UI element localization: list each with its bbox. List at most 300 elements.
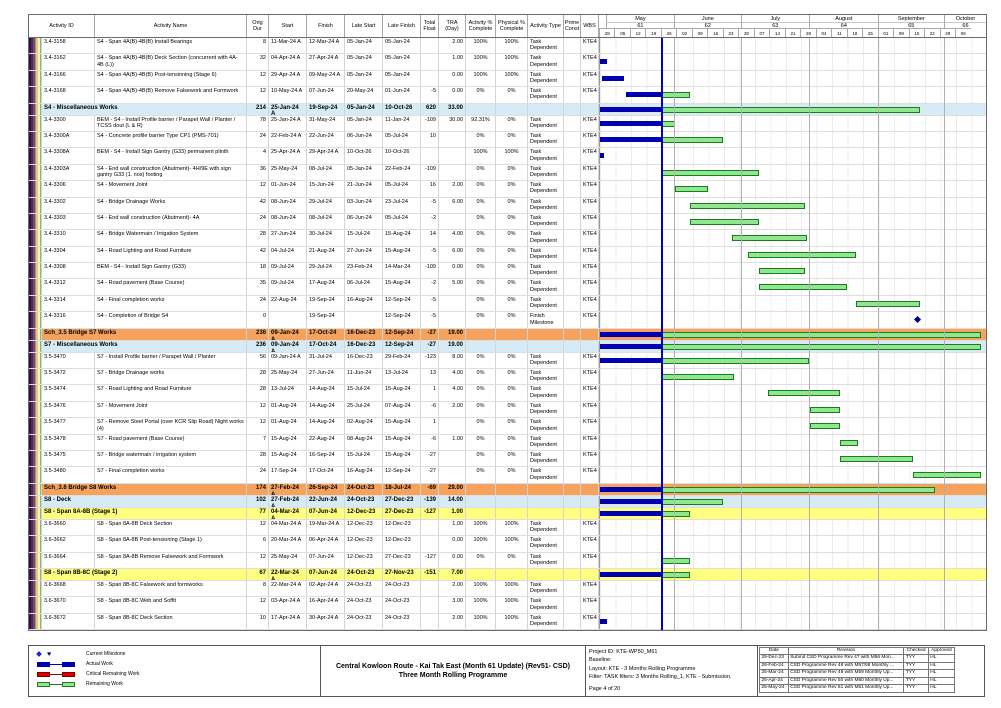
gantt-row-area bbox=[599, 369, 986, 384]
gantt-week-tick: 08 bbox=[893, 28, 908, 37]
cell-fi: 17-Oct-24 bbox=[307, 329, 345, 340]
cell-pp: 0% bbox=[496, 451, 528, 466]
cell-st: 25-Jan-24 A bbox=[269, 116, 307, 131]
cell-activity-id: 3.4-3300 bbox=[42, 116, 95, 131]
cell-ls: 12-Dec-23 bbox=[345, 553, 383, 568]
cell-st: 22-Feb-24 A bbox=[269, 132, 307, 147]
cell-pp: 100% bbox=[496, 38, 528, 53]
cell-ty bbox=[528, 496, 564, 507]
cell-ap: 0% bbox=[466, 435, 496, 450]
cell-activity-id: 3.6-3662 bbox=[42, 536, 95, 551]
cell-tra: 4.00 bbox=[439, 385, 466, 400]
cell-st bbox=[269, 312, 307, 327]
cell-pp: 0% bbox=[496, 312, 528, 327]
legend-label: Critical Remaining Work bbox=[86, 671, 140, 677]
cell-du: 32 bbox=[247, 54, 269, 69]
cell-pr bbox=[564, 181, 581, 196]
cell-du: 236 bbox=[247, 329, 269, 340]
wbs-color-band bbox=[29, 614, 42, 629]
gantt-remaining-bar bbox=[662, 170, 759, 176]
cell-pr bbox=[564, 451, 581, 466]
section-name: S8 - Span 8B-8C (Stage 2) bbox=[42, 569, 247, 580]
activity-row bbox=[29, 597, 986, 613]
cell-st: 27-Feb-24 A bbox=[269, 484, 307, 495]
cell-du: 18 bbox=[247, 263, 269, 278]
cell-fi: 31-May-24 bbox=[307, 116, 345, 131]
cell-fl bbox=[421, 54, 439, 69]
legend-label: Remaining Work bbox=[86, 681, 123, 687]
cell-pr bbox=[564, 116, 581, 131]
revision-cell: TYY bbox=[904, 677, 928, 684]
cell-ty: Task Dependent bbox=[528, 181, 564, 196]
revision-cell: 26-Feb-24 bbox=[760, 662, 789, 669]
cell-fi: 12-Mar-24 A bbox=[307, 38, 345, 53]
cell-lf: 05-Jan-24 bbox=[383, 54, 421, 69]
cell-st: 01-Aug-24 bbox=[269, 418, 307, 433]
cell-st: 04-Mar-24 A bbox=[269, 520, 307, 535]
cell-lf: 05-Jul-24 bbox=[383, 181, 421, 196]
gantt-row-area bbox=[599, 116, 986, 131]
cell-pr bbox=[564, 38, 581, 53]
gantt-week-tick: 09 bbox=[692, 28, 707, 37]
cell-pp bbox=[496, 484, 528, 495]
cell-activity-id: 3.5-3475 bbox=[42, 451, 95, 466]
cell-ty: Task Dependent bbox=[528, 597, 564, 612]
cell-activity-id: 3.5-3477 bbox=[42, 418, 95, 433]
cell-ap: 0% bbox=[466, 279, 496, 294]
gantt-row-area bbox=[599, 597, 986, 612]
cell-lf: 05-Jan-24 bbox=[383, 38, 421, 53]
cell-fi: 14-Aug-24 bbox=[307, 418, 345, 433]
wbs-color-band bbox=[29, 484, 42, 495]
cell-activity-name: S8 - Span 8A-8B Deck Section bbox=[95, 520, 247, 535]
cell-fl: -27 bbox=[421, 467, 439, 482]
cell-pr bbox=[564, 54, 581, 69]
cell-tra: 14.00 bbox=[439, 496, 466, 507]
cell-ls: 05-Jan-24 bbox=[345, 54, 383, 69]
cell-wbs: KTE4 bbox=[581, 132, 599, 147]
wbs-color-band bbox=[29, 520, 42, 535]
cell-fl: 10 bbox=[421, 132, 439, 147]
cell-ty: Task Dependent bbox=[528, 353, 564, 368]
cell-lf: 18-Jul-24 bbox=[383, 484, 421, 495]
gantt-row-area bbox=[599, 54, 986, 69]
cell-wbs bbox=[581, 484, 599, 495]
cell-activity-name: S8 - Span 8B-8C Falsework and formworks bbox=[95, 581, 247, 596]
cell-lf: 15-Aug-24 bbox=[383, 451, 421, 466]
cell-du: 35 bbox=[247, 279, 269, 294]
legend-label: Current Milestone bbox=[86, 651, 126, 657]
col-header-physical-complete: Physical % Complete bbox=[496, 15, 528, 37]
cell-ap: 0% bbox=[466, 214, 496, 229]
cell-activity-id: 3.4-3308A bbox=[42, 148, 95, 163]
legend-item bbox=[37, 650, 320, 658]
activity-row bbox=[29, 418, 986, 434]
wbs-color-band bbox=[29, 54, 42, 69]
wbs-color-band bbox=[29, 508, 42, 519]
cell-du: 28 bbox=[247, 230, 269, 245]
cell-du: 28 bbox=[247, 369, 269, 384]
cell-du: 12 bbox=[247, 520, 269, 535]
cell-ty: Task Dependent bbox=[528, 279, 564, 294]
revision-block bbox=[758, 646, 984, 696]
cell-pr bbox=[564, 148, 581, 163]
cell-pr bbox=[564, 402, 581, 417]
cell-ap bbox=[466, 341, 496, 352]
cell-pr bbox=[564, 385, 581, 400]
activity-row bbox=[29, 369, 986, 385]
gantt-row-area bbox=[599, 148, 986, 163]
revision-header-cell: Approved bbox=[928, 648, 954, 655]
cell-fl: -127 bbox=[421, 553, 439, 568]
page-number: Page 4 of 20 bbox=[589, 685, 621, 692]
cell-wbs: KTE4 bbox=[581, 353, 599, 368]
cell-lf: 01-Jun-24 bbox=[383, 87, 421, 102]
cell-ls: 12-Dec-23 bbox=[345, 536, 383, 551]
cell-lf: 27-Dec-23 bbox=[383, 496, 421, 507]
wbs-color-band bbox=[29, 597, 42, 612]
cell-ty bbox=[528, 569, 564, 580]
cell-fl: -151 bbox=[421, 569, 439, 580]
cell-ls bbox=[345, 312, 383, 327]
revision-cell: HL bbox=[928, 677, 954, 684]
cell-pp: 0% bbox=[496, 116, 528, 131]
cell-ty: Task Dependent bbox=[528, 165, 564, 180]
cell-ap: 0% bbox=[466, 451, 496, 466]
cell-st: 08-Jun-24 bbox=[269, 214, 307, 229]
cell-wbs: KTE4 bbox=[581, 614, 599, 629]
legend-bar-icon bbox=[37, 682, 50, 687]
cell-fl bbox=[421, 148, 439, 163]
cell-fi: 08-Jul-24 bbox=[307, 165, 345, 180]
revision-cell: TYY bbox=[904, 655, 928, 662]
revision-row bbox=[760, 662, 955, 669]
cell-du: 12 bbox=[247, 181, 269, 196]
cell-pr bbox=[564, 230, 581, 245]
gantt-remaining-bar bbox=[690, 219, 758, 225]
gantt-row-area bbox=[599, 385, 986, 400]
activity-row bbox=[29, 353, 986, 369]
cell-tra: 29.00 bbox=[439, 484, 466, 495]
gantt-row-area bbox=[599, 38, 986, 53]
cell-fl: -5 bbox=[421, 312, 439, 327]
milestone-diamond-icon bbox=[36, 651, 42, 657]
revision-row bbox=[760, 670, 955, 677]
cell-fi: 08-Jul-24 bbox=[307, 214, 345, 229]
section-name: S8 - Span 8A-8B (Stage 1) bbox=[42, 508, 247, 519]
cell-pr bbox=[564, 418, 581, 433]
col-header-activity-complete: Activity % Complete bbox=[466, 15, 496, 37]
gantt-week-tick: 16 bbox=[707, 28, 722, 37]
title-block bbox=[321, 646, 586, 696]
wbs-color-band bbox=[29, 263, 42, 278]
cell-ls: 24-Oct-23 bbox=[345, 597, 383, 612]
cell-fi: 29-Jul-24 bbox=[307, 198, 345, 213]
wbs-color-band bbox=[29, 402, 42, 417]
cell-wbs: KTE4 bbox=[581, 553, 599, 568]
cell-du: 102 bbox=[247, 496, 269, 507]
gantt-row-area bbox=[599, 341, 986, 352]
cell-pp: 0% bbox=[496, 467, 528, 482]
gantt-remaining-bar bbox=[662, 332, 982, 338]
cell-pp: 0% bbox=[496, 435, 528, 450]
gantt-row-area bbox=[599, 353, 986, 368]
wbs-color-band bbox=[29, 116, 42, 131]
cell-fl: -5 bbox=[421, 198, 439, 213]
cell-pr bbox=[564, 467, 581, 482]
activity-row bbox=[29, 198, 986, 214]
col-header-prime-const: Prime Const bbox=[564, 15, 581, 37]
cell-pp bbox=[496, 341, 528, 352]
cell-fi: 07-Jun-24 bbox=[307, 508, 345, 519]
cell-activity-id: 3.6-3664 bbox=[42, 553, 95, 568]
revision-cell: HL bbox=[928, 662, 954, 669]
cell-wbs: KTE4 bbox=[581, 148, 599, 163]
gantt-remaining-bar bbox=[662, 121, 675, 127]
col-header-activity-name: Activity Name bbox=[95, 15, 247, 37]
cell-pr bbox=[564, 71, 581, 86]
activity-row bbox=[29, 165, 986, 181]
cell-activity-id: 3.5-3478 bbox=[42, 435, 95, 450]
cell-fi: 29-Apr-24 A bbox=[307, 148, 345, 163]
cell-wbs bbox=[581, 496, 599, 507]
cell-fi: 21-Aug-24 bbox=[307, 247, 345, 262]
cell-ls: 24-Oct-23 bbox=[345, 614, 383, 629]
cell-fl: -69 bbox=[421, 484, 439, 495]
cell-lf: 13-Jul-24 bbox=[383, 369, 421, 384]
gantt-row-area bbox=[599, 484, 986, 495]
footer-bar bbox=[28, 645, 985, 697]
cell-ls: 11-Jun-24 bbox=[345, 369, 383, 384]
section-row bbox=[29, 329, 986, 341]
cell-ty: Task Dependent bbox=[528, 520, 564, 535]
cell-activity-name: S4 - Span 4A(B)-4B(B) Deck Section (concurrent with 4A-4B (L)) bbox=[95, 54, 247, 69]
cell-activity-name: BEM - S4 - Install Profile barrier / Parapet Wall / Planter / TCSS dout (L & R) bbox=[95, 116, 247, 131]
gantt-remaining-bar bbox=[810, 423, 841, 429]
cell-fl: 14 bbox=[421, 230, 439, 245]
cell-lf: 10-Oct-26 bbox=[383, 148, 421, 163]
cell-ls: 16-Dec-23 bbox=[345, 329, 383, 340]
cell-fl: -109 bbox=[421, 116, 439, 131]
revision-cell: HL bbox=[928, 670, 954, 677]
gantt-week-tick: 14 bbox=[769, 28, 784, 37]
cell-lf: 05-Jul-24 bbox=[383, 132, 421, 147]
revision-row bbox=[760, 677, 955, 684]
cell-ls: 23-Feb-24 bbox=[345, 263, 383, 278]
cell-du: 8 bbox=[247, 38, 269, 53]
cell-ap bbox=[466, 484, 496, 495]
cell-tra: 19.00 bbox=[439, 341, 466, 352]
wbs-color-band bbox=[29, 165, 42, 180]
wbs-color-band bbox=[29, 467, 42, 482]
cell-pr bbox=[564, 247, 581, 262]
col-header-start: Start bbox=[269, 15, 307, 37]
gantt-row-area bbox=[599, 132, 986, 147]
cell-du: 12 bbox=[247, 553, 269, 568]
wbs-color-band bbox=[29, 247, 42, 262]
cell-fi: 07-Jun-24 bbox=[307, 87, 345, 102]
cell-tra: 2.00 bbox=[439, 38, 466, 53]
programme-subtitle: Three Month Rolling Programme bbox=[398, 672, 508, 679]
gantt-week-tick: 19 bbox=[645, 28, 660, 37]
cell-du: 56 bbox=[247, 353, 269, 368]
gantt-week-tick: 04 bbox=[816, 28, 831, 37]
wbs-color-band bbox=[29, 279, 42, 294]
cell-wbs: KTE4 bbox=[581, 198, 599, 213]
cell-pp: 0% bbox=[496, 247, 528, 262]
cell-st: 01-Aug-24 bbox=[269, 402, 307, 417]
cell-ap: 100% bbox=[466, 581, 496, 596]
cell-du: 12 bbox=[247, 87, 269, 102]
gantt-row-area bbox=[599, 520, 986, 535]
cell-tra: 1.00 bbox=[439, 435, 466, 450]
cell-tra: 2.00 bbox=[439, 614, 466, 629]
milestone-icon bbox=[37, 652, 83, 657]
cell-wbs: KTE4 bbox=[581, 247, 599, 262]
gantt-actual-bar bbox=[600, 511, 662, 516]
gantt-row-area bbox=[599, 247, 986, 262]
cell-ls: 05-Jan-24 bbox=[345, 116, 383, 131]
activity-row bbox=[29, 581, 986, 597]
cell-du: 12 bbox=[247, 71, 269, 86]
cell-lf: 12-Dec-23 bbox=[383, 520, 421, 535]
cell-activity-id: 3.5-3474 bbox=[42, 385, 95, 400]
cell-ap: 100% bbox=[466, 597, 496, 612]
section-name: S4 - Miscellaneous Works bbox=[42, 104, 247, 115]
activity-row bbox=[29, 148, 986, 164]
cell-tra bbox=[439, 451, 466, 466]
cell-wbs: KTE4 bbox=[581, 71, 599, 86]
cell-wbs: KTE4 bbox=[581, 54, 599, 69]
revision-row bbox=[760, 685, 955, 692]
cell-ty: Task Dependent bbox=[528, 536, 564, 551]
cell-du: 24 bbox=[247, 132, 269, 147]
cell-fi: 02-Apr-24 A bbox=[307, 581, 345, 596]
cell-lf: 14-Mar-24 bbox=[383, 263, 421, 278]
gantt-remaining-bar bbox=[732, 235, 807, 241]
gantt-remaining-bar bbox=[748, 252, 856, 258]
cell-ty: Task Dependent bbox=[528, 614, 564, 629]
cell-ap bbox=[466, 569, 496, 580]
wbs-color-band bbox=[29, 230, 42, 245]
cell-fi: 30-Apr-24 A bbox=[307, 614, 345, 629]
cell-lf: 12-Sep-24 bbox=[383, 312, 421, 327]
wbs-color-band bbox=[29, 104, 42, 115]
cell-pr bbox=[564, 536, 581, 551]
cell-ap: 0% bbox=[466, 418, 496, 433]
gantt-actual-bar bbox=[600, 107, 662, 112]
cell-pr bbox=[564, 614, 581, 629]
section-row bbox=[29, 496, 986, 508]
cell-activity-id: 3.4-3166 bbox=[42, 71, 95, 86]
cell-tra: 1.00 bbox=[439, 520, 466, 535]
cell-ls: 15-Jul-24 bbox=[345, 451, 383, 466]
revision-table bbox=[759, 647, 955, 693]
activity-row bbox=[29, 614, 986, 630]
cell-fl: -6 bbox=[421, 402, 439, 417]
cell-ty: Task Dependent bbox=[528, 38, 564, 53]
revision-cell: Submit CSD Programme Rev 47 with M56 Mon... bbox=[788, 655, 904, 662]
revision-cell: CSD Programme Rev 48 with M57/58 Monthly ... bbox=[788, 662, 904, 669]
cell-activity-id: 3.6-3668 bbox=[42, 581, 95, 596]
cell-activity-id: 3.5-3472 bbox=[42, 369, 95, 384]
activity-row bbox=[29, 71, 986, 87]
wbs-color-band bbox=[29, 418, 42, 433]
cell-st: 09-Jul-24 bbox=[269, 263, 307, 278]
wbs-color-band bbox=[29, 132, 42, 147]
gantt-row-area bbox=[599, 165, 986, 180]
cell-pp: 100% bbox=[496, 520, 528, 535]
cell-activity-id: 3.6-3672 bbox=[42, 614, 95, 629]
cell-ty: Task Dependent bbox=[528, 148, 564, 163]
cell-tra bbox=[439, 165, 466, 180]
cell-fl: -5 bbox=[421, 87, 439, 102]
gantt-week-tick: 18 bbox=[847, 28, 862, 37]
cell-lf: 24-Oct-23 bbox=[383, 597, 421, 612]
wbs-color-band bbox=[29, 369, 42, 384]
section-row bbox=[29, 484, 986, 496]
cell-fl: -5 bbox=[421, 247, 439, 262]
section-row bbox=[29, 569, 986, 581]
cell-pp: 0% bbox=[496, 296, 528, 311]
gantt-row-area bbox=[599, 104, 986, 115]
cell-fi: 27-Jun-24 bbox=[307, 369, 345, 384]
cell-fi: 17-Aug-24 bbox=[307, 279, 345, 294]
table-header-row bbox=[29, 15, 986, 38]
wbs-color-band bbox=[29, 451, 42, 466]
cell-st: 17-Apr-24 A bbox=[269, 614, 307, 629]
cell-du: 10 bbox=[247, 614, 269, 629]
cell-du: 24 bbox=[247, 214, 269, 229]
cell-pr bbox=[564, 435, 581, 450]
activity-row bbox=[29, 467, 986, 483]
legend-line-icon bbox=[50, 684, 62, 685]
cell-ty: Task Dependent bbox=[528, 418, 564, 433]
revision-cell: TYY bbox=[904, 662, 928, 669]
cell-ls: 06-Jun-24 bbox=[345, 214, 383, 229]
cell-fl: -27 bbox=[421, 341, 439, 352]
cell-pr bbox=[564, 353, 581, 368]
wbs-color-band bbox=[29, 87, 42, 102]
activity-row bbox=[29, 214, 986, 230]
cell-activity-name: S7 - Bridge watermain / irrigation system bbox=[95, 451, 247, 466]
revision-cell: CSD Programme Rev 49 with M59 Monthly Up... bbox=[788, 670, 904, 677]
cell-fi: 19-Mar-24 A bbox=[307, 520, 345, 535]
cell-ap: 0% bbox=[466, 263, 496, 278]
gantt-remaining-bar bbox=[662, 92, 690, 98]
cell-ty: Task Dependent bbox=[528, 71, 564, 86]
revision-header-cell: Revision bbox=[788, 648, 904, 655]
cell-tra: 0.00 bbox=[439, 553, 466, 568]
cell-st: 27-Feb-24 A bbox=[269, 496, 307, 507]
cell-pp: 0% bbox=[496, 132, 528, 147]
gantt-remaining-bar bbox=[768, 390, 841, 396]
cell-st: 04-Jul-24 bbox=[269, 247, 307, 262]
cell-pr bbox=[564, 165, 581, 180]
cell-wbs: KTE4 bbox=[581, 369, 599, 384]
cell-fl: 620 bbox=[421, 104, 439, 115]
cell-tra: 8.00 bbox=[439, 353, 466, 368]
cell-ty: Task Dependent bbox=[528, 87, 564, 102]
activity-row bbox=[29, 263, 986, 279]
cell-pp: 0% bbox=[496, 553, 528, 568]
cell-pr bbox=[564, 312, 581, 327]
cell-wbs: KTE4 bbox=[581, 581, 599, 596]
gantt-remaining-bar bbox=[662, 511, 690, 517]
activity-row bbox=[29, 553, 986, 569]
cell-activity-id: 3.5-3476 bbox=[42, 402, 95, 417]
cell-pp: 0% bbox=[496, 369, 528, 384]
